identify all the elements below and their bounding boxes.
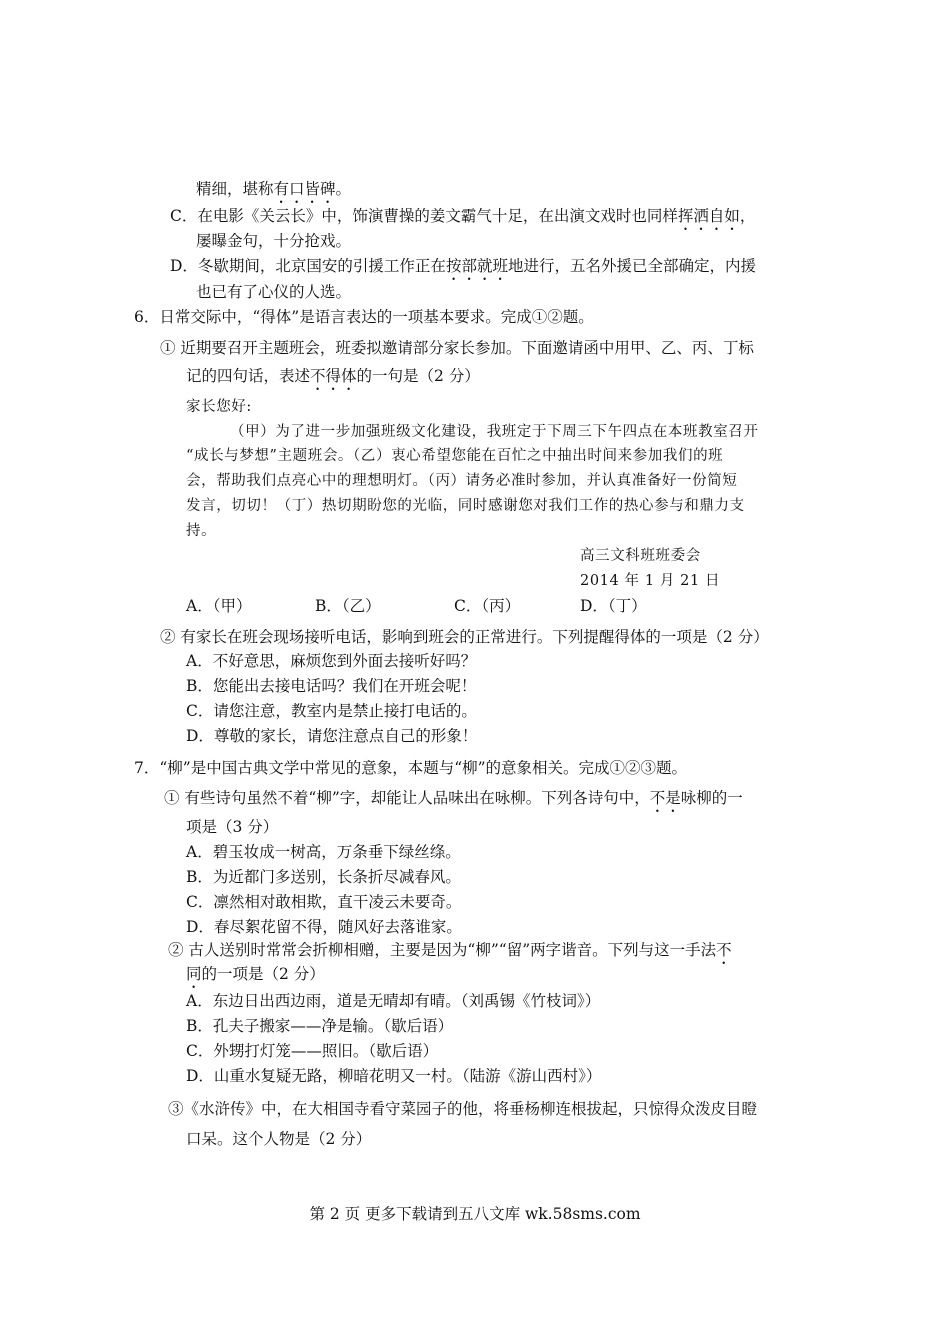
q7-sub3-line2: 口呆。这个人物是（2 分） [186, 1130, 372, 1148]
q6-sub2-stem: ② 有家长在班会现场接听电话，影响到班会的正常进行。下列提醒得体的一项是（2 分） [160, 628, 769, 646]
q7-stem: 7．“柳”是中国古典文学中常见的意象，本题与“柳”的意象相关。完成①②③题。 [134, 759, 688, 777]
q5-b-continuation: 精细，堪称有口皆碑。 [196, 180, 352, 198]
q6-stem: 6．日常交际中，“得体”是语言表达的一项基本要求。完成①②题。 [134, 308, 594, 326]
q7-sub3-line1: ③《水浒传》中，在大相国寺看守菜园子的他，将垂杨柳连根拔起，只惊得众泼皮目瞪 [168, 1100, 758, 1118]
q7-sub1-option: C．凛然相对敢相欺，直干凌云未要奇。 [186, 893, 462, 911]
q6-sub1-option-d: D．（丁） [580, 597, 647, 615]
q6-sub1-option-b: B．（乙） [315, 597, 381, 615]
letter-signer: 高三文科班班委会 [580, 548, 701, 564]
q7-sub1-option: B．为近都门多送别，长条折尽减春风。 [186, 868, 461, 886]
q7-sub1-option: D．春尽絮花留不得，随风好去落谁家。 [186, 918, 462, 936]
emphasis-text: 同 [186, 965, 202, 983]
q6-sub2-option: A．不好意思，麻烦您到外面去接听好吗？ [186, 652, 477, 670]
letter-line: 会，帮助我们点亮心中的理想明灯。（丙）请务必准时参加，并认真准备好一份简短 [186, 473, 738, 489]
q6-sub1-line2: 记的四句话，表述不得体的一句是（2 分） [186, 367, 480, 385]
emphasis-text: 不得体 [310, 367, 357, 385]
emphasis-text: 有口皆碑 [273, 180, 336, 198]
emphasis-text: 按部就班 [445, 257, 508, 275]
letter-greeting: 家长您好: [186, 399, 252, 415]
emphasis-text: 挥洒自如 [677, 207, 740, 225]
letter-line: 发言，切切！（丁）热切期盼您的光临，同时感谢您对我们工作的热心参与和鼎力支 [186, 498, 745, 514]
q5-option-d-line1: D．冬歇期间，北京国安的引援工作正在按部就班地进行，五名外援已全部确定，内援 [170, 257, 756, 275]
q7-sub1-option: A．碧玉妆成一树高，万条垂下绿丝绦。 [186, 843, 461, 861]
letter-line: （甲）为了进一步加强班级文化建设，我班定于下周三下午四点在本班教室召开 [230, 424, 759, 440]
q7-sub2-option: D．山重水复疑无路，柳暗花明又一村。（陆游《游山西村》） [186, 1067, 602, 1085]
page-footer: 第 2 页 更多下载请到五八文库 wk.58sms.com [309, 1205, 641, 1223]
q7-sub1-line2: 项是（3 分） [186, 818, 279, 836]
q5-option-c-line1: C．在电影《关云长》中，饰演曹操的姜文霸气十足，在出演文戏时也同样挥洒自如， [170, 207, 756, 225]
q7-sub2-line1: ② 古人送别时常常会折柳相赠，主要是因为“柳”“留”两字谐音。下列与这一手法不 [168, 941, 732, 959]
q6-sub2-option: C．请您注意，教室内是禁止接打电话的。 [186, 702, 477, 720]
letter-line: 持。 [186, 523, 217, 539]
q6-sub2-option: D．尊敬的家长，请您注意点自己的形象！ [186, 727, 478, 745]
q7-sub2-option: A．东边日出西边雨，道是无晴却有晴。（刘禹锡《竹枝词》） [186, 992, 601, 1010]
q5-option-d-line2: 也已有了心仪的人选。 [196, 283, 352, 301]
q7-sub1-line1: ① 有些诗句虽然不着“柳”字，却能让人品味出在咏柳。下列各诗句中，不是咏柳的一 [164, 789, 743, 807]
q7-sub2-option: B．孔夫子搬家——净是输。（歇后语） [186, 1017, 454, 1035]
q7-sub2-line2: 同的一项是（2 分） [186, 965, 325, 983]
q7-sub2-option: C．外甥打灯笼——照旧。（歇后语） [186, 1042, 439, 1060]
letter-date: 2014 年 1 月 21 日 [580, 573, 721, 589]
q6-sub1-line1: ① 近期要召开主题班会，班委拟邀请部分家长参加。下面邀请函中用甲、乙、丙、丁标 [160, 339, 754, 357]
letter-line: “成长与梦想”主题班会。（乙）衷心希望您能在百忙之中抽出时间来参加我们的班 [186, 448, 724, 464]
q6-sub1-option-a: A．（甲） [186, 597, 252, 615]
emphasis-text: 不 [716, 941, 732, 959]
q6-sub2-option: B．您能出去接电话吗？我们在开班会呢！ [186, 677, 477, 695]
q6-sub1-option-c: C．（丙） [454, 597, 521, 615]
q5-option-c-line2: 屡曝金句，十分抢戏。 [196, 232, 352, 250]
emphasis-text: 不是 [649, 789, 681, 807]
